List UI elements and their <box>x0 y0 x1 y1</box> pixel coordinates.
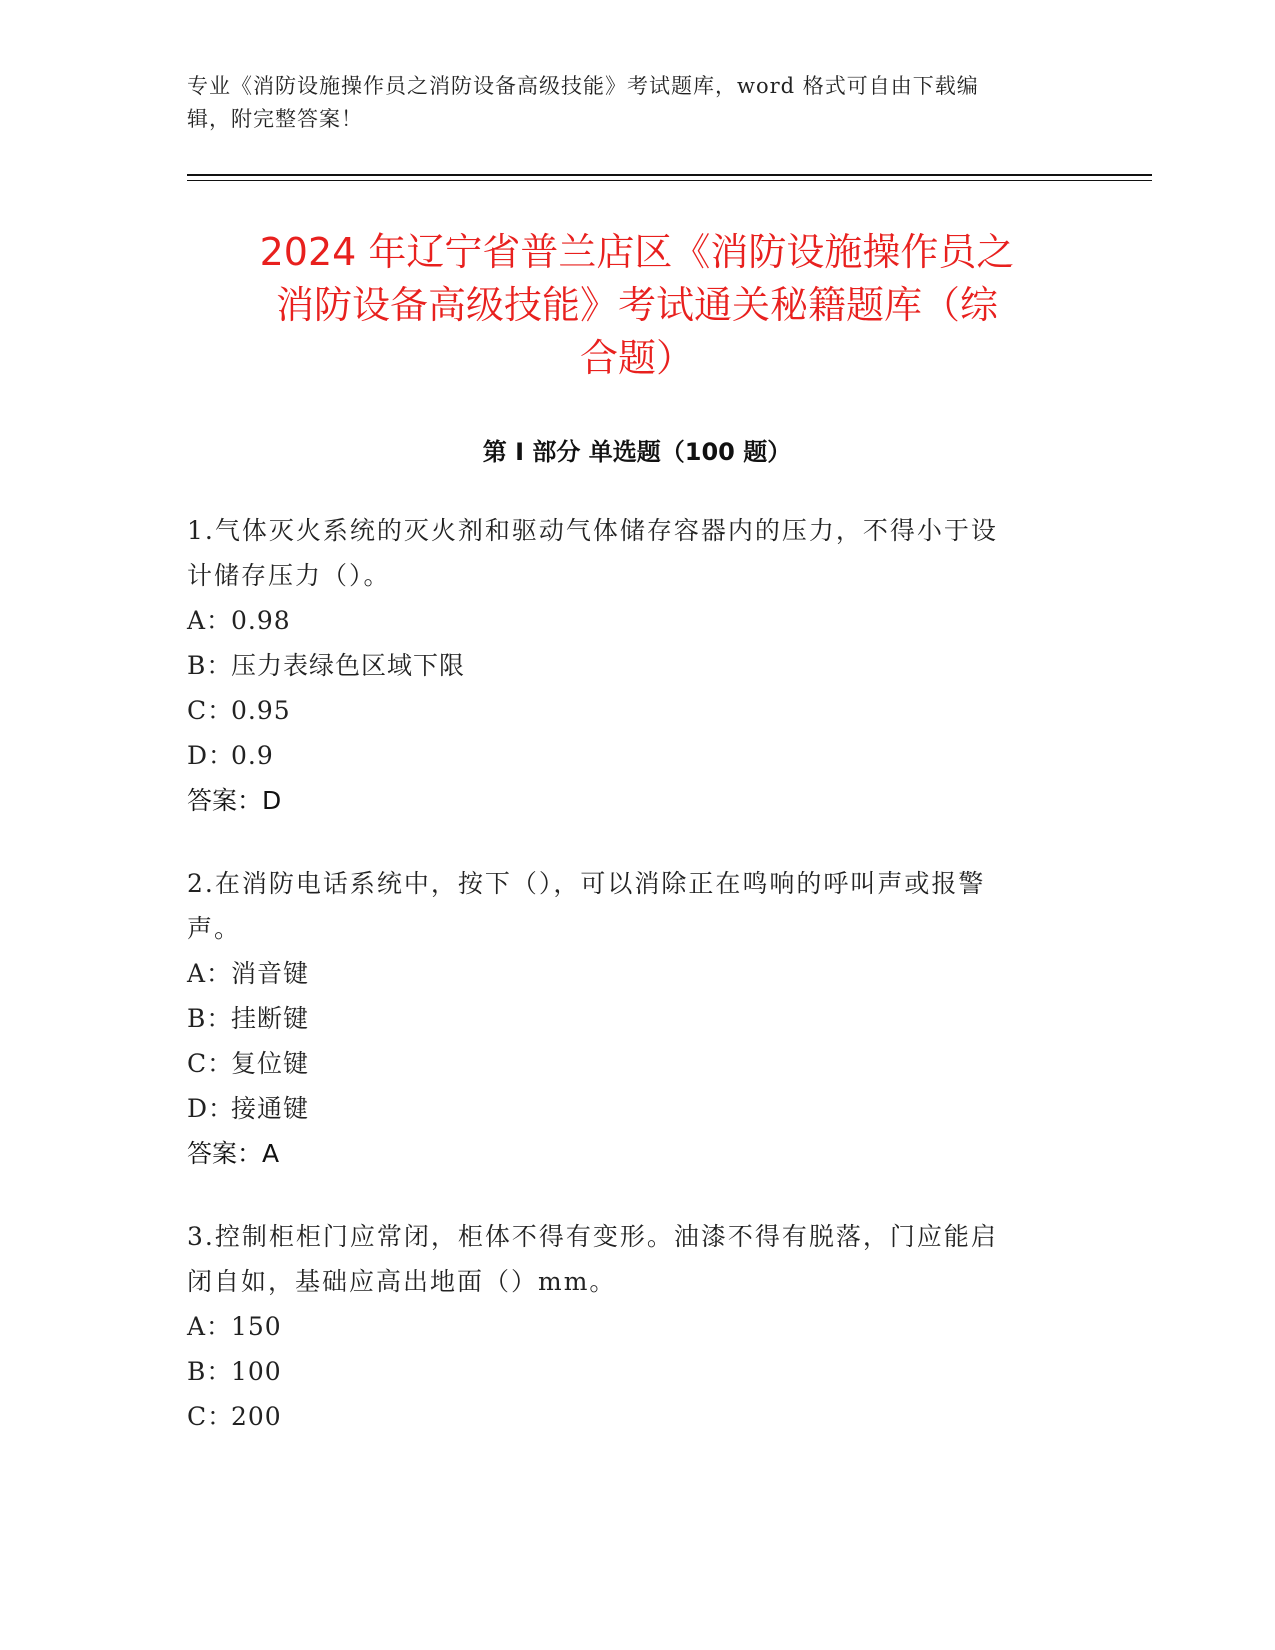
header-divider-thick <box>187 174 1152 176</box>
option-letter: A： <box>187 606 233 635</box>
question-1 <box>187 508 1067 823</box>
document-title-line-2: 消防设备高级技能》考试通关秘籍题库（综 <box>275 283 998 327</box>
document-title-line-3: 合题） <box>579 336 694 380</box>
question-3 <box>187 1214 1067 1439</box>
question-2 <box>187 861 1067 1176</box>
header-note-line-1: 专业《消防设施操作员之消防设备高级技能》考试题库，word 格式可自由下载编 <box>187 74 979 98</box>
option-text: 复位键 <box>231 1049 310 1078</box>
question-stem-line-2: 闭自如，基础应高出地面（）mm。 <box>187 1267 617 1296</box>
option-letter: A： <box>187 959 233 988</box>
document-title <box>187 226 1087 385</box>
option-c <box>187 1041 1067 1086</box>
header-note-line-2: 辑，附完整答案！ <box>187 107 363 131</box>
header-note <box>187 70 1067 136</box>
option-letter: B： <box>187 651 233 680</box>
header-divider-thin <box>187 180 1152 181</box>
question-stem-line-1: 3.控制柜柜门应常闭，柜体不得有变形。油漆不得有脱落，门应能启 <box>187 1222 998 1251</box>
question-stem-line-1: 1.气体灭火系统的灭火剂和驱动气体储存容器内的压力，不得小于设 <box>187 516 998 545</box>
option-text: 100 <box>231 1357 282 1386</box>
option-text: 压力表绿色区域下限 <box>231 651 466 680</box>
option-a <box>187 598 1067 643</box>
question-stem <box>187 861 1067 951</box>
option-letter: A： <box>187 1312 233 1341</box>
option-text: 0.98 <box>231 606 291 635</box>
document-title-line-1: 2024 年辽宁省普兰店区《消防设施操作员之 <box>259 230 1015 274</box>
option-letter: C： <box>187 1402 234 1431</box>
option-d <box>187 733 1067 778</box>
answer-line: 答案：D <box>187 786 282 815</box>
option-text: 0.9 <box>231 741 274 770</box>
option-c <box>187 1394 1067 1439</box>
option-text: 0.95 <box>231 696 291 725</box>
question-stem <box>187 1214 1067 1304</box>
option-d <box>187 1086 1067 1131</box>
question-stem-line-1: 2.在消防电话系统中，按下（），可以消除正在鸣响的呼叫声或报警 <box>187 869 986 898</box>
answer-line: 答案：A <box>187 1139 280 1168</box>
option-text: 挂断键 <box>231 1004 310 1033</box>
option-letter: C： <box>187 696 234 725</box>
option-letter: C： <box>187 1049 234 1078</box>
option-b <box>187 996 1067 1041</box>
option-b <box>187 643 1067 688</box>
question-stem <box>187 508 1067 598</box>
option-letter: D： <box>187 741 235 770</box>
option-letter: B： <box>187 1357 233 1386</box>
option-c <box>187 688 1067 733</box>
option-a <box>187 1304 1067 1349</box>
question-stem-line-2: 声。 <box>187 914 242 943</box>
option-letter: D： <box>187 1094 235 1123</box>
option-b <box>187 1349 1067 1394</box>
option-a <box>187 951 1067 996</box>
option-text: 接通键 <box>231 1094 310 1123</box>
option-letter: B： <box>187 1004 233 1033</box>
question-stem-line-2: 计储存压力（）。 <box>187 561 391 590</box>
section-title: 第 I 部分 单选题（100 题） <box>482 438 792 466</box>
option-text: 150 <box>231 1312 282 1341</box>
option-text: 200 <box>231 1402 282 1431</box>
option-text: 消音键 <box>231 959 310 988</box>
